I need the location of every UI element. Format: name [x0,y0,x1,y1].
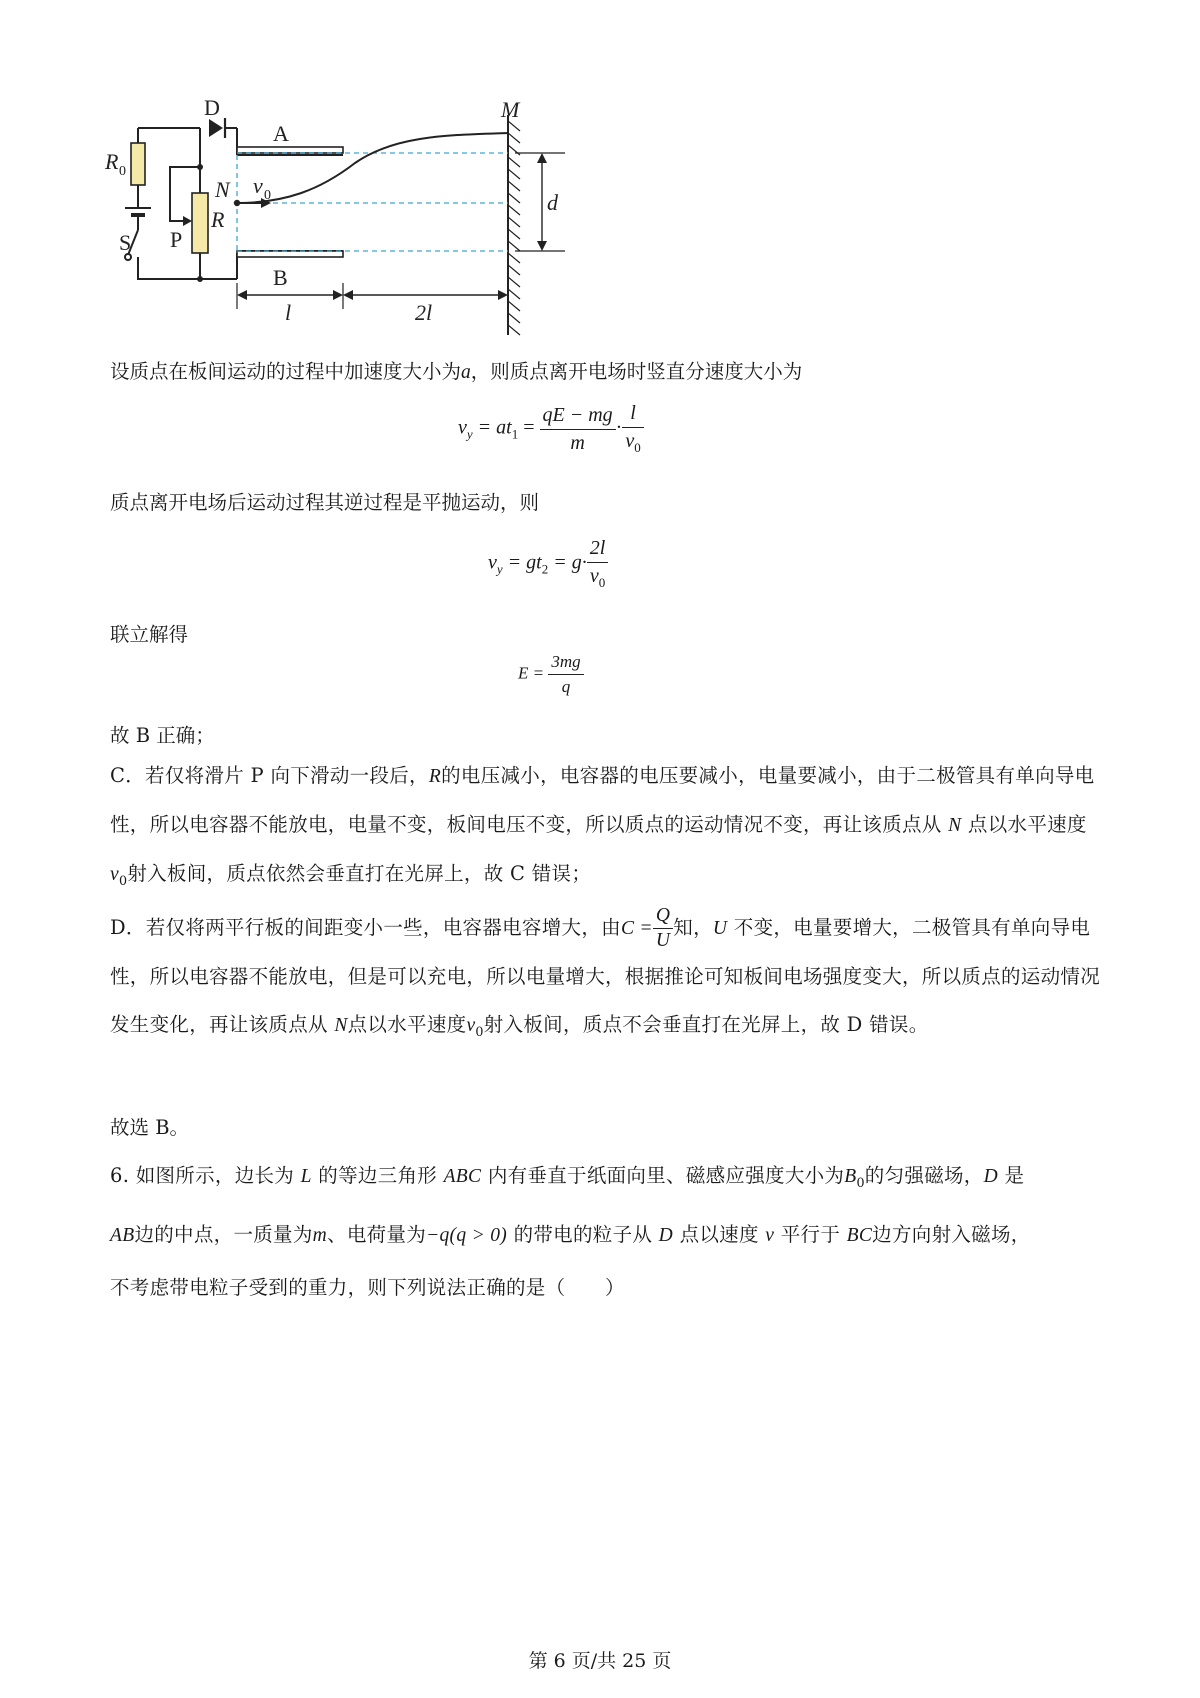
paragraph-reverse: 质点离开电场后运动过程其逆过程是平抛运动，则 [110,491,540,514]
point-n [234,200,240,206]
label-s: S [119,230,132,255]
field-dashes [237,153,508,251]
equation-e: E = $\frac{3mg}{q}$ [518,652,584,697]
paragraph-answer: 故选 B。 [110,1116,190,1139]
paragraph-option-d: D．若仅将两平行板的间距变小一些，电容器电容增大，由C = $\frac{Q}{U}$ 知，U 不变，电量要增大，二极管具有单向导电性，所以电容器不能放电，但是可以充电，所以电量增大，根据推论可知板间电场强度变大，所以质点的运动情况发生变化，再让该质点从 N点以水平速度$v_0$射入板间，质点不会垂直打在光屏上，故 D 错误。 [110,905,1101,1039]
label-n: N [215,177,230,202]
label-dim-d: d [547,190,558,215]
label-dim-l: l [285,300,292,325]
label-dim-2l: 2l [415,300,433,325]
label-v0-sub: 0 [264,188,271,203]
paragraph-option-c: C．若仅将滑片 P 向下滑动一段后，R的电压减小，电容器的电压要减小，电量要减小，由于二极管具有单向导电性，所以电容器不能放电，电量不变，板间电压不变，所以质点的运动情况不变，再让该质点从 N 点以水平速度$v_0$射入板间，质点依然会垂直打在光屏上，故 C 错误； [110,764,1095,888]
paragraph-b-correct: 故 B 正确； [110,724,215,747]
paragraph-accel: 设质点在板间运动的过程中加速度大小为a，则质点离开电场时竖直分速度大小为 [110,360,803,383]
equation-vy-1: $v_y = at_1$ = $\frac{qE - mg}{m}$ · $\frac{l}{v_0}$ [458,402,644,456]
paragraph-solve: 联立解得 [110,623,189,646]
screen-hatch [508,121,520,335]
label-v0: v [253,173,263,198]
plate-a [237,147,343,153]
plate-b [237,251,343,257]
circuit-figure [95,95,565,340]
label-b: B [273,265,288,290]
label-r: R [211,207,225,232]
label-d-diode: D [204,95,220,120]
resistor-r0 [131,143,145,185]
diode [209,119,223,137]
resistor-r [192,193,208,253]
label-p: P [170,227,183,252]
page-footer: 第 6 页/共 25 页 [528,1650,672,1672]
circuit-wires [125,115,565,335]
label-r0: R [105,149,119,174]
slider-p-arrow [183,216,192,226]
equation-vy-2: $v_y = gt_2 = g\cdot$ $\frac{2l}{v_0}$ [488,537,608,591]
label-r0-sub: 0 [119,164,126,179]
question-6: 6. 如图所示，边长为 L 的等边三角形 ABC 内有垂直于纸面向里、磁感应强度大小为$B_0$的匀强磁场，D 是 AB边的中点，一质量为m、电荷量为−q(q > 0) 的带电的粒子从 D 点以速度 v 平行于 BC边方向射入磁场， 不考虑带电粒子受到的重力，则下列说法正确的是（ ） [110,1164,1031,1299]
label-m: M [501,97,520,122]
label-a: A [273,121,289,146]
